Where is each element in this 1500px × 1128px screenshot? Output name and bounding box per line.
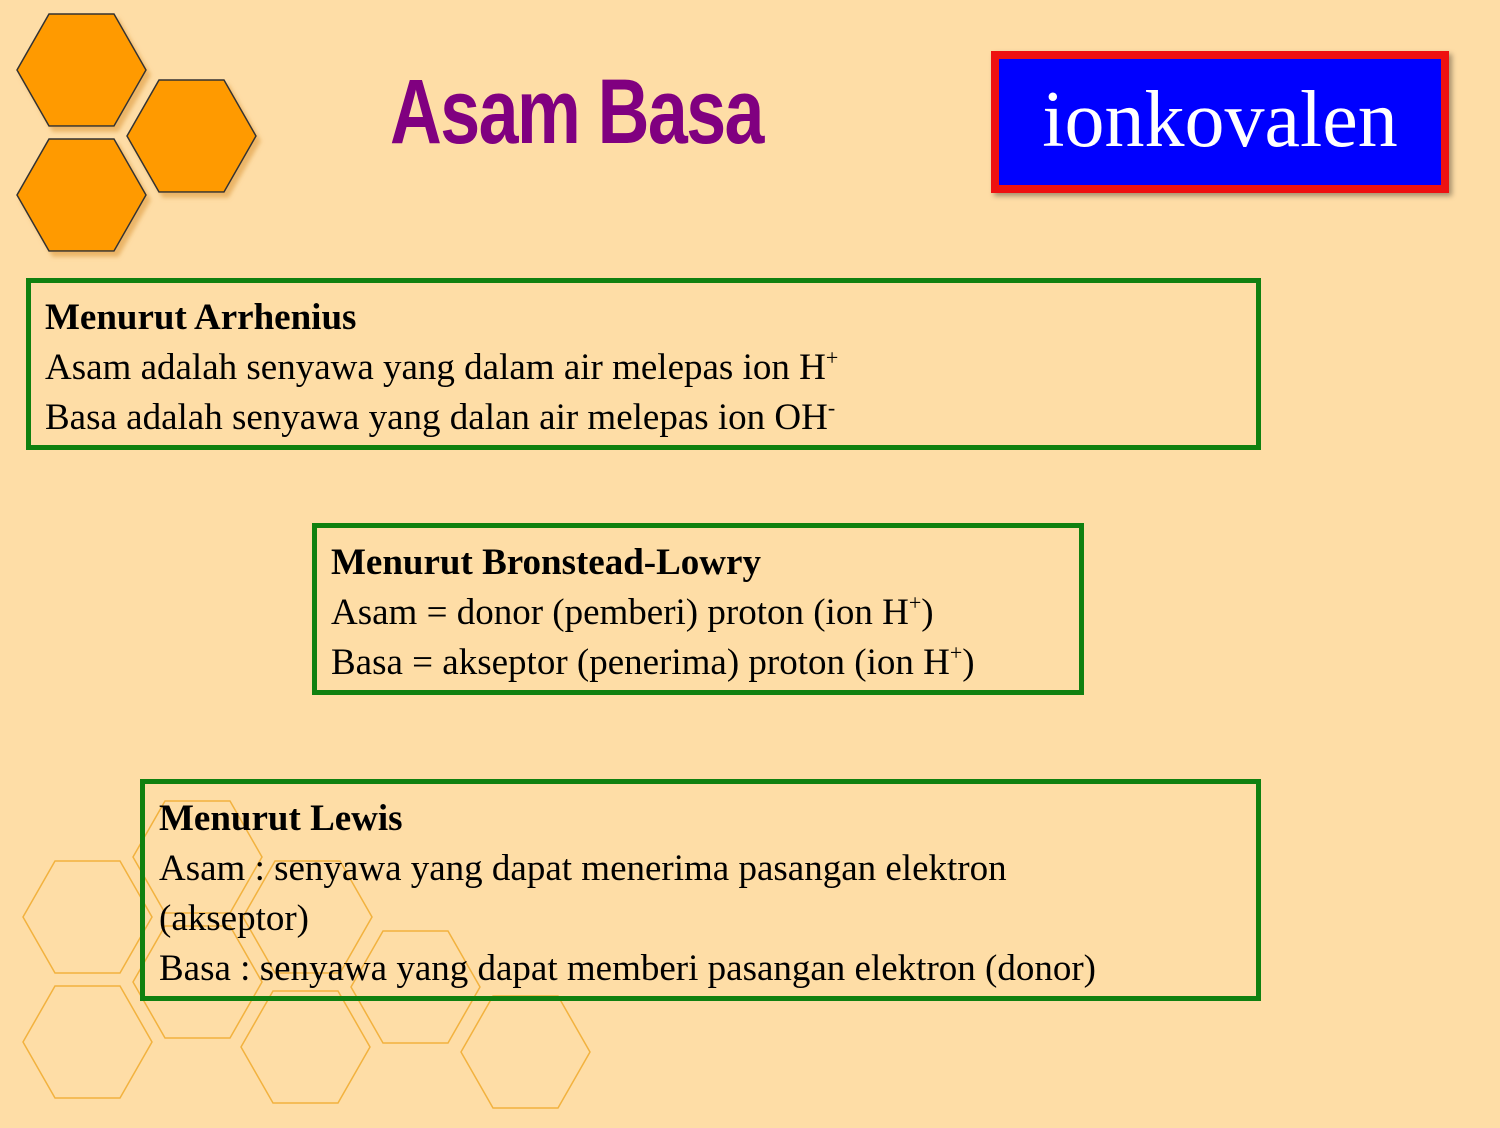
ionkovalen-logo: ionkovalen bbox=[991, 51, 1449, 193]
filled-hexagon-group bbox=[17, 14, 256, 251]
bronsted-base-definition bbox=[331, 638, 1065, 688]
arrhenius-acid-superscript: + bbox=[825, 345, 839, 370]
lewis-heading: Menurut Lewis bbox=[159, 798, 403, 839]
bronsted-heading: Menurut Bronstead-Lowry bbox=[331, 542, 761, 583]
arrhenius-acid-text: Asam adalah senyawa yang dalam air melepas ion H bbox=[45, 347, 826, 388]
arrhenius-base-text: Basa adalah senyawa yang dalan air melepas ion OH bbox=[45, 397, 828, 438]
bronsted-base-end: ) bbox=[962, 642, 975, 683]
hexagon-outline bbox=[461, 996, 590, 1108]
hexagon-outline bbox=[23, 986, 152, 1098]
arrhenius-base-superscript: - bbox=[827, 395, 836, 420]
arrhenius-box bbox=[26, 278, 1261, 450]
bronsted-box bbox=[312, 523, 1084, 695]
hexagon-outline bbox=[23, 861, 152, 973]
hexagon-outline bbox=[241, 991, 370, 1103]
bronsted-acid-end: ) bbox=[921, 592, 934, 633]
bronsted-base-text: Basa = akseptor (penerima) proton (ion H bbox=[331, 642, 950, 683]
arrhenius-base-definition bbox=[45, 393, 1242, 443]
page-title: Asam Basa bbox=[390, 61, 763, 163]
arrhenius-heading: Menurut Arrhenius bbox=[45, 297, 357, 338]
bronsted-acid-definition bbox=[331, 588, 1065, 638]
lewis-base-definition: Basa : senyawa yang dapat memberi pasangan elektron (donor) bbox=[159, 948, 1096, 989]
lewis-box bbox=[140, 779, 1261, 1001]
hexagon-shape bbox=[17, 14, 146, 126]
bronsted-acid-text: Asam = donor (pemberi) proton (ion H bbox=[331, 592, 909, 633]
hexagon-shape bbox=[127, 80, 256, 192]
lewis-acid-definition-line1: Asam : senyawa yang dapat menerima pasangan elektron bbox=[159, 848, 1007, 889]
bronsted-base-superscript: + bbox=[949, 640, 963, 665]
arrhenius-acid-definition bbox=[45, 343, 1242, 393]
lewis-acid-definition-line2: (akseptor) bbox=[159, 898, 309, 939]
bronsted-acid-superscript: + bbox=[908, 590, 922, 615]
hexagon-shape bbox=[17, 139, 146, 251]
